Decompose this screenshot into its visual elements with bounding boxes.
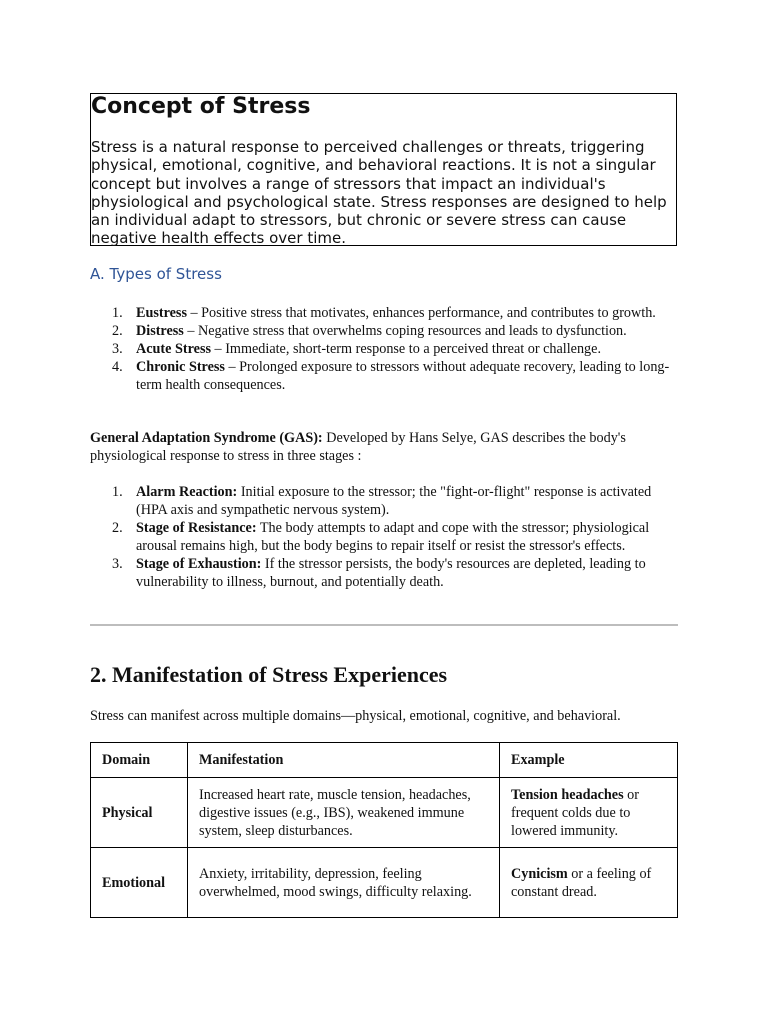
concept-box	[90, 93, 677, 246]
table-header-row	[91, 743, 678, 778]
table-row	[91, 778, 678, 848]
list-item: 2. Stage of Resistance: The body attempts to adapt and cope with the stressor; physiological arousal remains high, but the body begins to repair itself or resist the stressor's effects.	[112, 520, 650, 554]
manifestation-cell: Anxiety, irritability, depression, feeling overwhelmed, mood swings, difficulty relaxing.	[188, 848, 500, 918]
concept-body: Stress is a natural response to perceived challenges or threats, triggering physical, emotional, cognitive, and behavioral reactions. It is not a singular concept but involves a range of stressors that impact an individual's physiological and psychological state. Stress responses are designed to help an individual adapt to stressors, but chronic or severe stress can cause negative health effects over time.	[91, 138, 667, 248]
list-item: 1. Alarm Reaction: Initial exposure to the stressor; the "fight-or-flight" response is activated (HPA axis and sympathetic nervous system).	[112, 484, 652, 518]
gas-paragraph: General Adaptation Syndrome (GAS): Developed by Hans Selye, GAS describes the body's physiological response to stress in three stages :	[90, 430, 626, 464]
list-item: 2. Distress – Negative stress that overwhelms coping resources and leads to dysfunction.	[112, 323, 627, 339]
section-intro: Stress can manifest across multiple domains—physical, emotional, cognitive, and behavioral.	[90, 708, 621, 724]
list-item: 1. Eustress – Positive stress that motivates, enhances performance, and contributes to growth.	[112, 305, 656, 321]
column-header: Domain	[91, 743, 188, 778]
horizontal-divider	[90, 624, 678, 626]
concept-title: Concept of Stress	[91, 94, 311, 119]
example-cell: Tension headaches or frequent colds due to lowered immunity.	[500, 778, 678, 848]
section-title: 2. Manifestation of Stress Experiences	[90, 662, 448, 687]
list-item: 3. Stage of Exhaustion: If the stressor persists, the body's resources are depleted, leading to vulnerability to illness, burnout, and potentially death.	[112, 556, 646, 590]
column-header: Manifestation	[188, 743, 500, 778]
list-item: 3. Acute Stress – Immediate, short-term response to a perceived threat or challenge.	[112, 341, 601, 357]
manifestation-table	[90, 742, 678, 918]
column-header: Example	[500, 743, 678, 778]
types-heading: A. Types of Stress	[90, 265, 222, 283]
gas-stages-list	[91, 483, 681, 591]
manifestation-cell: Increased heart rate, muscle tension, headaches, digestive issues (e.g., IBS), weakened immune system, sleep disturbances.	[188, 778, 500, 848]
list-item: 4. Chronic Stress – Prolonged exposure to stressors without adequate recovery, leading to long-term health consequences.	[112, 359, 670, 393]
types-list	[91, 304, 681, 394]
table-row	[91, 848, 678, 918]
domain-cell: Physical	[91, 778, 188, 848]
domain-cell: Emotional	[91, 848, 188, 918]
example-cell: Cynicism or a feeling of constant dread.	[500, 848, 678, 918]
